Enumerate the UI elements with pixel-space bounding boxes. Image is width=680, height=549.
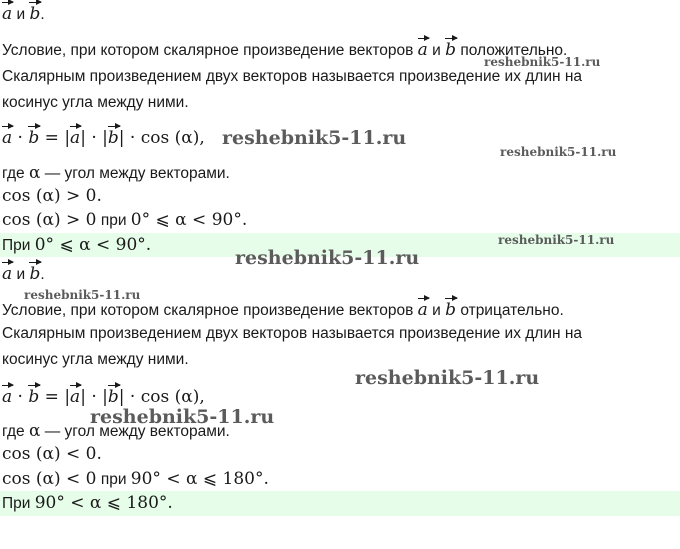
watermark: reshebnik5-11.ru <box>222 127 407 149</box>
case1-definition-line2: косинус угла между ними. <box>2 94 189 111</box>
conjunction: и <box>432 42 441 59</box>
case2-definition-line2: косинус угла между ними. <box>2 351 189 368</box>
case1-formula: a · b = |a| · |b| · cos (α), <box>2 124 205 148</box>
vector-a: a <box>418 36 428 58</box>
answer-range: 0° ⩽ α < 90°. <box>34 235 152 255</box>
watermark: reshebnik5-11.ru <box>90 406 275 428</box>
vector-a: a <box>2 383 12 405</box>
case1-inequality: cos (α) > 0. <box>2 186 102 206</box>
watermark: reshebnik5-11.ru <box>484 55 601 69</box>
conjunction: и <box>16 266 26 283</box>
inequality-word: при <box>100 471 127 488</box>
answer-range: 90° < α ⩽ 180°. <box>34 493 173 513</box>
alpha-symbol: α <box>28 163 41 183</box>
inequality-math: cos (α) > 0 <box>2 210 97 230</box>
inequality-range: 0° ⩽ α < 90°. <box>130 210 248 230</box>
where-suffix: — угол между векторами. <box>44 165 230 182</box>
case1-inequality-range <box>2 210 247 231</box>
conjunction: и <box>16 6 26 23</box>
vector-a: a <box>70 383 80 405</box>
formula-equals: = <box>44 128 59 148</box>
watermark: reshebnik5-11.ru <box>235 247 420 269</box>
where-prefix: где <box>2 423 25 440</box>
answer-word: При <box>2 237 31 254</box>
case2-answer <box>2 493 173 514</box>
case1-title <box>2 0 45 25</box>
vector-b: b <box>29 0 40 22</box>
formula-tail: · cos (α), <box>129 387 205 407</box>
condition-suffix: положительно. <box>460 42 568 59</box>
watermark: reshebnik5-11.ru <box>498 233 615 247</box>
case1-definition-line1: Скалярным произведением двух векторов называется произведение их длин на <box>2 68 583 85</box>
vector-a: a <box>2 0 12 22</box>
watermark: reshebnik5-11.ru <box>24 288 141 302</box>
where-suffix: — угол между векторами. <box>44 423 230 440</box>
formula-equals: = <box>44 387 59 407</box>
condition-suffix: отрицательно. <box>460 302 564 319</box>
inequality-range: 90° < α ⩽ 180°. <box>130 469 269 489</box>
vector-b: b <box>108 383 119 405</box>
inequality-word: при <box>100 212 127 229</box>
case1-condition <box>2 36 567 61</box>
case2-inequality-range <box>2 469 269 490</box>
case1-where <box>2 163 230 184</box>
vector-b: b <box>108 124 119 146</box>
condition-prefix: Условие, при котором скалярное произведение векторов <box>2 302 414 319</box>
alpha-symbol: α <box>28 421 41 441</box>
condition-prefix: Условие, при котором скалярное произведение векторов <box>2 42 414 59</box>
vector-a: a <box>418 296 428 318</box>
vector-a: a <box>2 260 12 282</box>
vector-a: a <box>2 124 12 146</box>
vector-b: b <box>445 36 456 58</box>
case1-answer <box>2 235 151 256</box>
vector-b: b <box>28 124 39 146</box>
case2-inequality: cos (α) < 0. <box>2 444 102 464</box>
answer-word: При <box>2 495 31 512</box>
formula-tail: · cos (α), <box>129 128 205 148</box>
where-prefix: где <box>2 165 25 182</box>
vector-b: b <box>445 296 456 318</box>
case2-definition-line1: Скалярным произведением двух векторов называется произведение их длин на <box>2 325 583 342</box>
conjunction: и <box>432 302 441 319</box>
vector-a: a <box>70 124 80 146</box>
case2-formula: a · b = |a| · |b| · cos (α), <box>2 383 205 407</box>
case2-title <box>2 260 45 285</box>
period: . <box>40 6 45 23</box>
vector-b: b <box>29 260 40 282</box>
vector-b: b <box>28 383 39 405</box>
watermark: reshebnik5-11.ru <box>500 145 617 159</box>
period: . <box>40 266 45 283</box>
inequality-math: cos (α) < 0 <box>2 469 97 489</box>
watermark: reshebnik5-11.ru <box>355 367 540 389</box>
